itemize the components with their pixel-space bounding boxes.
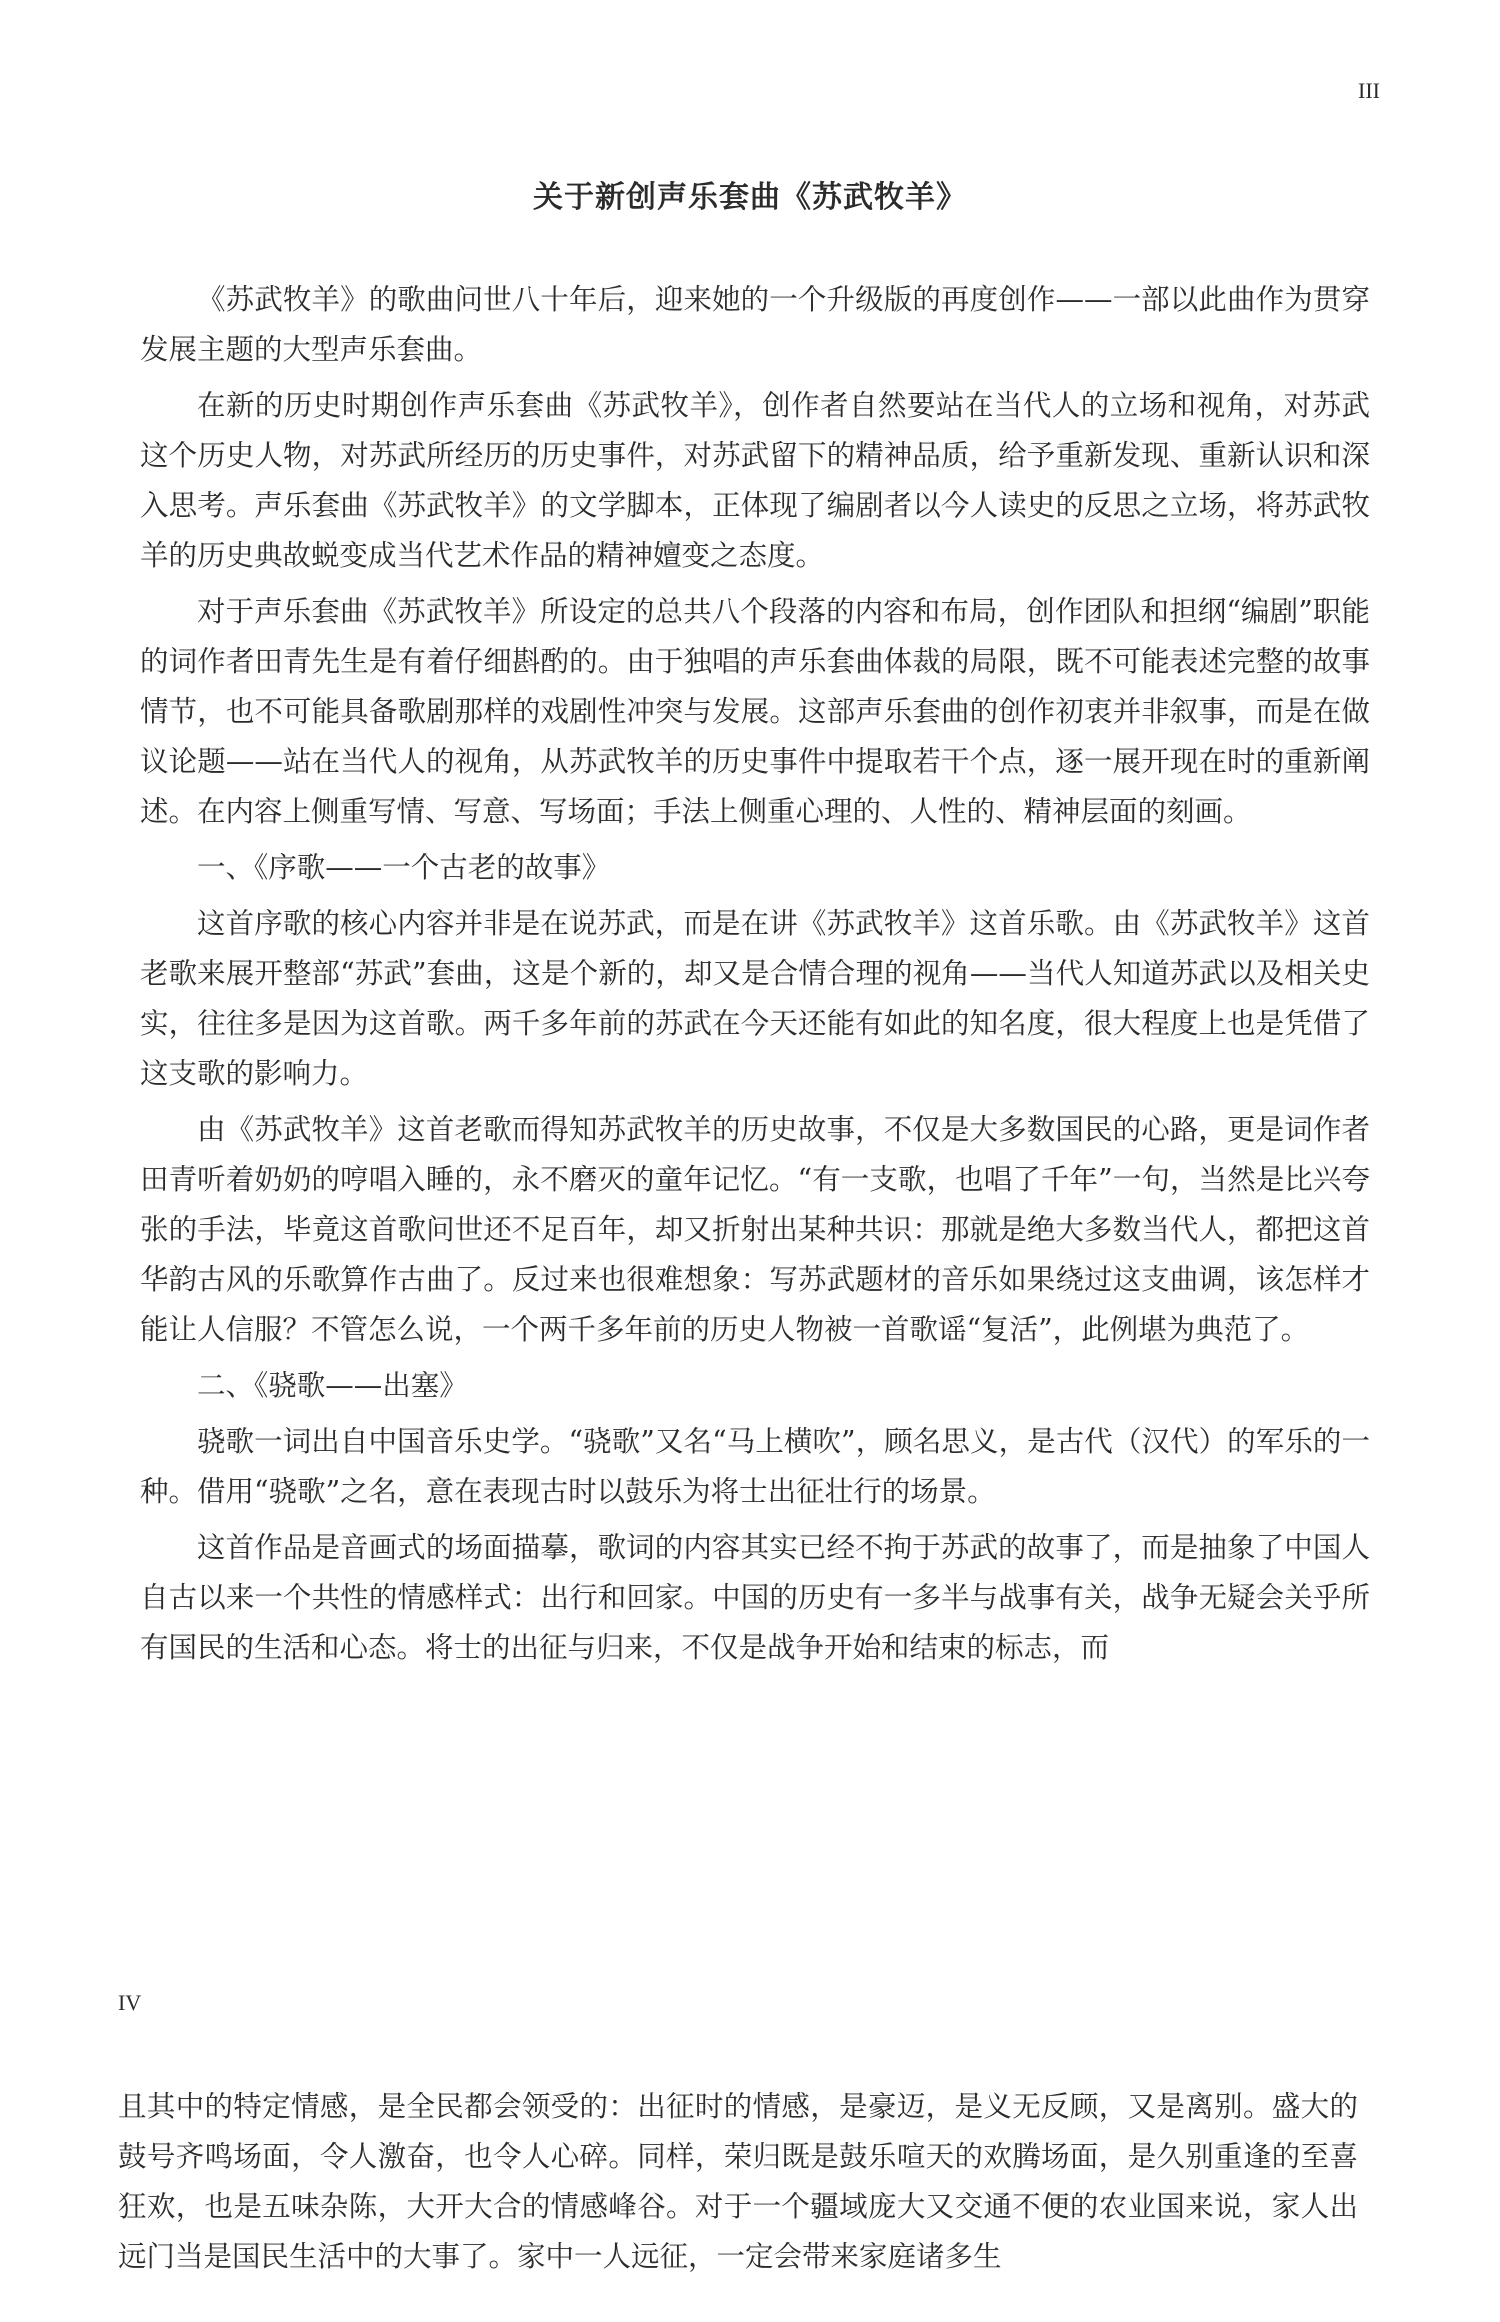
paragraph: 《苏武牧羊》的歌曲问世八十年后，迎来她的一个升级版的再度创作——一部以此曲作为贯穿发展主题的大型声乐套曲。 bbox=[140, 283, 1370, 366]
paragraph: 对于声乐套曲《苏武牧羊》所设定的总共八个段落的内容和布局，创作团队和担纲“编剧”职能的词作者田青先生是有着仔细斟酌的。由于独唱的声乐套曲体裁的局限，既不可能表述完整的故事情节，也不可能具备歌剧那样的戏剧性冲突与发展。这部声乐套曲的创作初衷并非叙事，而是在做议论题——站在当代人的视角，从苏武牧羊的历史事件中提取若干个点，逐一展开现在时的重新阐述。在内容上侧重写情、写意、写场面；手法上侧重心理的、人性的、精神层面的刻画。 bbox=[140, 595, 1370, 828]
article-body bbox=[140, 275, 1370, 1679]
page-number-bottom: IV bbox=[118, 1990, 142, 2015]
article-body-continued bbox=[118, 2082, 1358, 2282]
page-number-top: III bbox=[1358, 78, 1380, 103]
paragraph: 在新的历史时期创作声乐套曲《苏武牧羊》，创作者自然要站在当代人的立场和视角，对苏武这个历史人物，对苏武所经历的历史事件，对苏武留下的精神品质，给予重新发现、重新认识和深入思考。声乐套曲《苏武牧羊》的文学脚本，正体现了编剧者以今人读史的反思之立场，将苏武牧羊的历史典故蜕变成当代艺术作品的精神嬗变之态度。 bbox=[140, 389, 1370, 572]
article-title: 关于新创声乐套曲《苏武牧羊》 bbox=[533, 180, 967, 215]
paragraph: 这首序歌的核心内容并非是在说苏武，而是在讲《苏武牧羊》这首乐歌。由《苏武牧羊》这首老歌来展开整部“苏武”套曲，这是个新的，却又是合情合理的视角——当代人知道苏武以及相关史实，往往多是因为这首歌。两千多年前的苏武在今天还能有如此的知名度，很大程度上也是凭借了这支歌的影响力。 bbox=[140, 907, 1370, 1090]
section-heading: 一、《序歌——一个古老的故事》 bbox=[197, 851, 611, 884]
paragraph: 骁歌一词出自中国音乐史学。“骁歌”又名“马上横吹”，顾名思义，是古代（汉代）的军乐的一种。借用“骁歌”之名，意在表现古时以鼓乐为将士出征壮行的场景。 bbox=[140, 1425, 1370, 1508]
paragraph: 这首作品是音画式的场面描摹，歌词的内容其实已经不拘于苏武的故事了，而是抽象了中国人自古以来一个共性的情感样式：出行和回家。中国的历史有一多半与战事有关，战争无疑会关乎所有国民的生活和心态。将士的出征与归来，不仅是战争开始和结束的标志，而 bbox=[140, 1531, 1370, 1664]
paragraph: 且其中的特定情感，是全民都会领受的：出征时的情感，是豪迈，是义无反顾，又是离别。盛大的鼓号齐鸣场面，令人激奋，也令人心碎。同样，荣归既是鼓乐喧天的欢腾场面，是久别重逢的至喜狂欢，也是五味杂陈，大开大合的情感峰谷。对于一个疆域庞大又交通不便的农业国来说，家人出远门当是国民生活中的大事了。家中一人远征，一定会带来家庭诸多生 bbox=[118, 2090, 1358, 2273]
paragraph: 由《苏武牧羊》这首老歌而得知苏武牧羊的历史故事，不仅是大多数国民的心路，更是词作者田青听着奶奶的哼唱入睡的，永不磨灭的童年记忆。“有一支歌，也唱了千年”一句，当然是比兴夸张的手法，毕竟这首歌问世还不足百年，却又折射出某种共识：那就是绝大多数当代人，都把这首华韵古风的乐歌算作古曲了。反过来也很难想象：写苏武题材的音乐如果绕过这支曲调，该怎样才能让人信服？不管怎么说，一个两千多年前的历史人物被一首歌谣“复活”，此例堪为典范了。 bbox=[140, 1113, 1370, 1346]
section-heading: 二、《骁歌——出塞》 bbox=[197, 1369, 468, 1402]
